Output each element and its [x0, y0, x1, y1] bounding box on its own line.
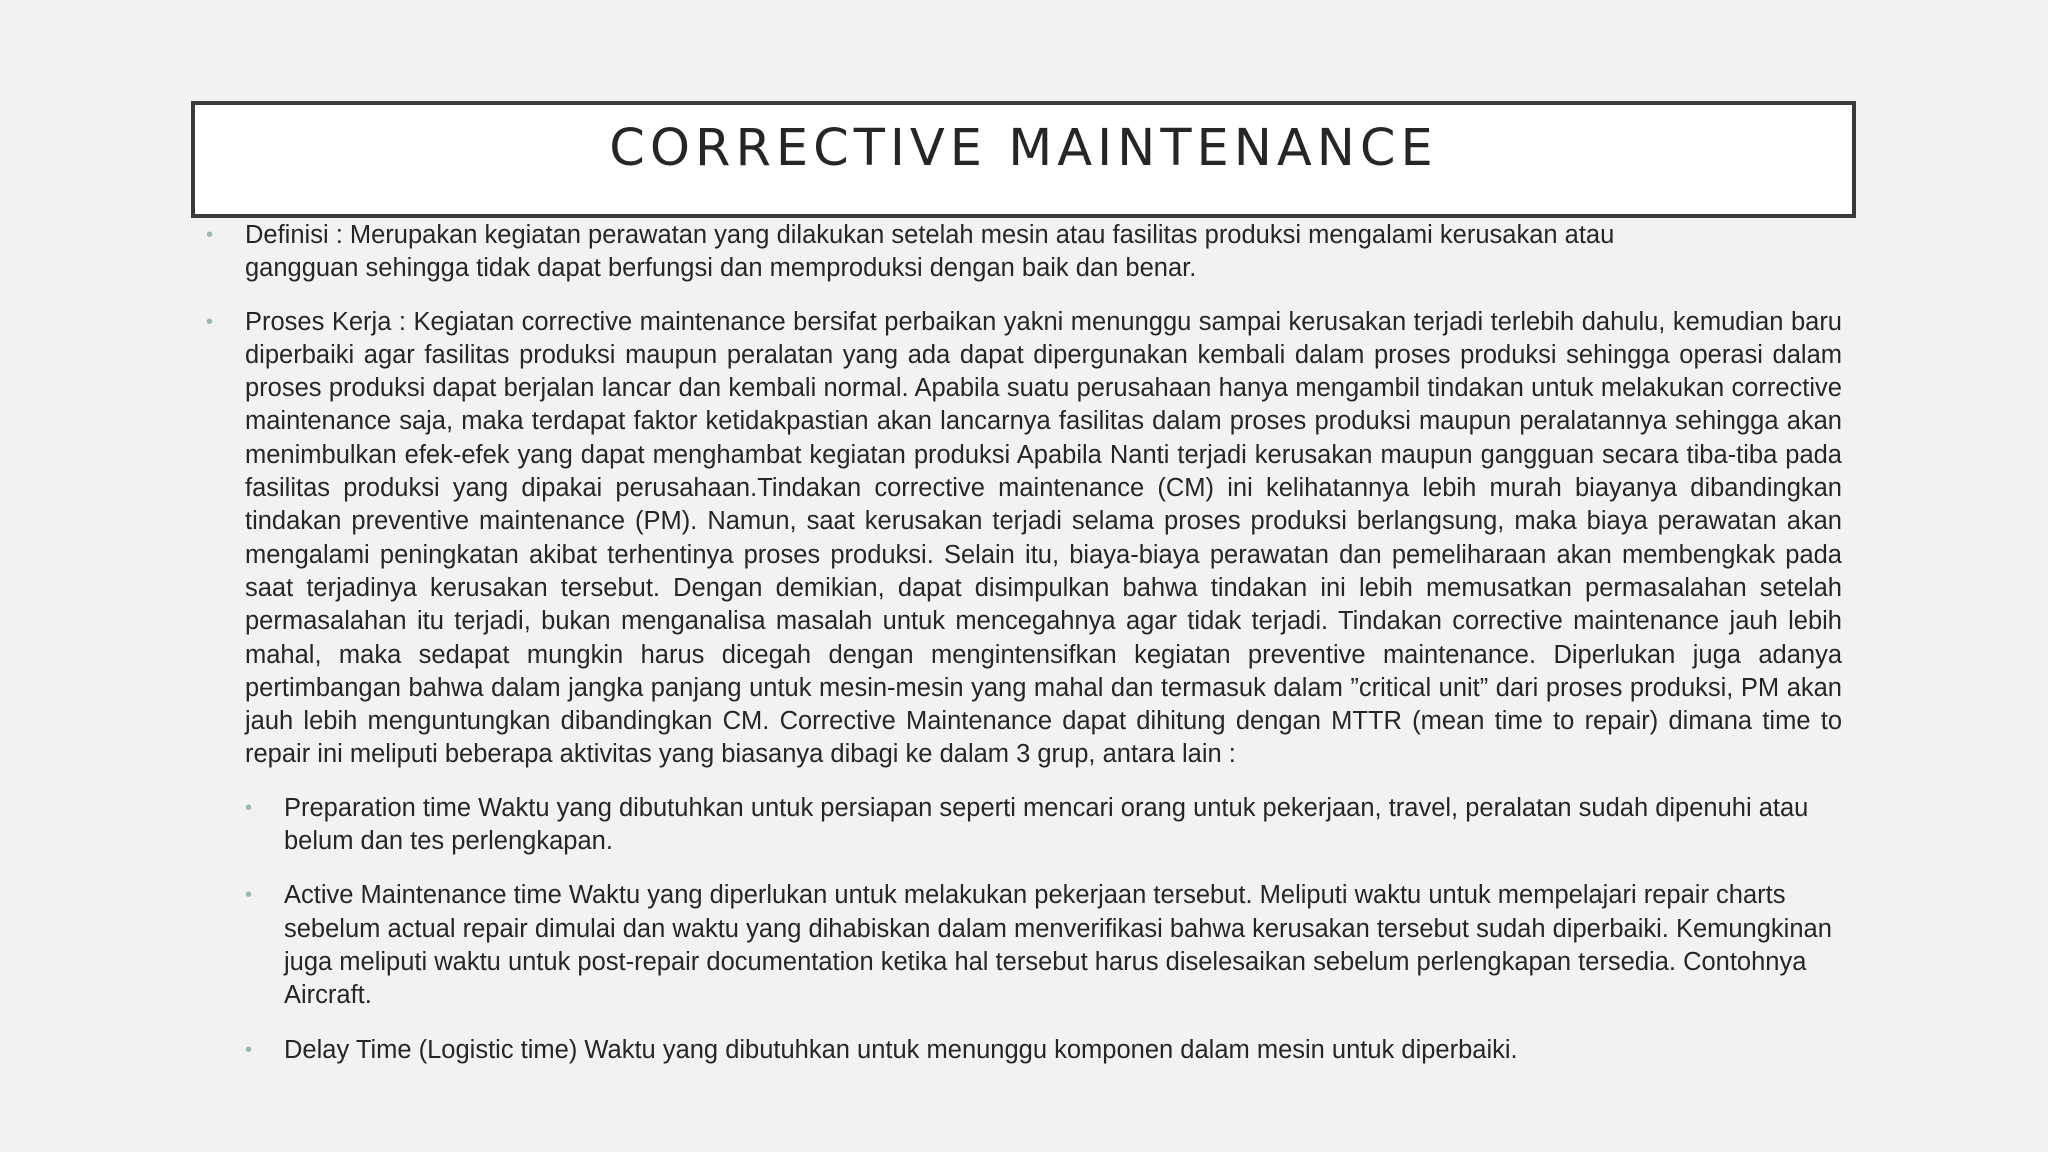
bullet-dot: • — [245, 796, 253, 819]
sub-bullet-text: Delay Time (Logistic time) Waktu yang dibutuhkan untuk menunggu komponen dalam mesin untuk diperbaiki. — [284, 1035, 1518, 1064]
sub-bullet-text: Preparation time Waktu yang dibutuhkan untuk persiapan seperti mencari orang untuk pekerjaan, travel, peralatan sudah dipenuhi atau belum dan tes perlengkapan. — [284, 793, 1809, 856]
sub-bullet-active-maintenance-time — [200, 879, 1842, 1012]
sub-bullet-preparation-time — [200, 792, 1842, 859]
bullet-dot: • — [206, 310, 214, 333]
bullet-proses-kerja — [200, 306, 1842, 772]
bullet-dot: • — [245, 884, 253, 907]
bullet-dot: • — [245, 1038, 253, 1061]
bullet-definisi — [200, 219, 1842, 286]
title-box — [191, 101, 1856, 218]
bullet-text: Definisi : Merupakan kegiatan perawatan yang dilakukan setelah mesin atau fasilitas produksi mengalami kerusakan atau gangguan sehingga tidak dapat berfungsi dan memproduksi dengan baik dan benar. — [245, 221, 1615, 283]
bullet-dot: • — [206, 224, 214, 246]
sub-bullet-text: Active Maintenance time Waktu yang diperlukan untuk melakukan pekerjaan tersebut. Meliputi waktu untuk mempelajari repair charts sebelum actual repair dimulai dan waktu yang dihabiskan dalam menverifikasi bahwa kerusakan tersebut sudah diperbaiki. Kemungkinan juga meliputi waktu untuk post-repair documentation ketika hal tersebut harus diselesaikan sebelum perlengkapan tersedia. Contohnya Aircraft. — [284, 881, 1832, 1010]
sub-bullet-delay-time — [200, 1034, 1842, 1067]
bullet-text: Proses Kerja : Kegiatan corrective maintenance bersifat perbaikan yakni menunggu sampai kerusakan terjadi terlebih dahulu, kemudian baru diperbaiki agar fasilitas produksi maupun peralatan yang ada dapat dipergunakan kembali dalam proses produksi sehingga operasi dalam proses produksi dapat berjalan lancar dan kembali normal. Apabila suatu perusahaan hanya mengambil tindakan untuk melakukan corrective maintenance saja, maka terdapat faktor ketidakpastian akan lancarnya fasilitas dalam proses produksi maupun peralatannya sehingga akan menimbulkan efek-efek yang dapat menghambat kegiatan produksi Apabila Nanti terjadi kerusakan maupun gangguan secara tiba-tiba pada fasilitas produksi yang dipakai perusahaan.Tindakan corrective maintenance (CM) ini kelihatannya lebih murah biayanya dibandingkan tindakan preventive maintenance (PM). Namun, saat kerusakan terjadi selama proses produksi berlangsung, maka biaya perawatan akan mengalami peningkatan akibat terhentinya proses produksi. Selain itu, biaya-biaya perawatan dan pemeliharaan akan membengkak pada saat terjadinya kerusakan tersebut. Dengan demikian, dapat disimpulkan bahwa tindakan ini lebih memusatkan permasalahan setelah permasalahan itu terjadi, bukan menganalisa masalah untuk mencegahnya agar tidak terjadi. Tindakan corrective maintenance jauh lebih mahal, maka sedapat mungkin harus dicegah dengan mengintensifkan kegiatan preventive maintenance. Diperlukan juga adanya pertimbangan bahwa dalam jangka panjang untuk mesin-mesin yang mahal dan termasuk dalam ”critical unit” dari proses produksi, PM akan jauh lebih menguntungkan dibandingkan CM. Corrective Maintenance dapat dihitung dengan MTTR (mean time to repair) dimana time to repair ini meliputi beberapa aktivitas yang biasanya dibagi ke dalam 3 grup, antara lain : — [245, 307, 1842, 769]
slide-content — [200, 219, 1842, 1088]
slide-title: CORRECTIVE MAINTENANCE — [609, 119, 1438, 178]
